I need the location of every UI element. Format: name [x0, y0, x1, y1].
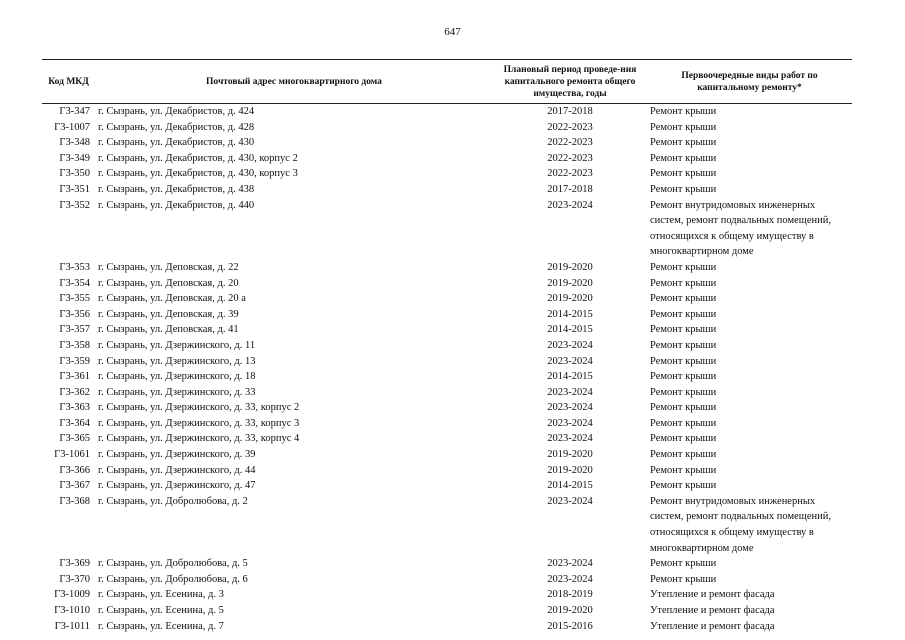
table-row — [42, 198, 852, 260]
table-header — [42, 60, 852, 104]
row-code: Г3-358 — [59, 339, 90, 351]
row-works: Ремонт крыши — [650, 106, 717, 117]
row-period: 2022-2023 — [547, 121, 593, 133]
row-period: 2023-2024 — [547, 355, 593, 367]
row-works: Ремонт крыши — [650, 573, 717, 585]
row-period: 2023-2024 — [547, 573, 593, 585]
table-row — [42, 120, 852, 136]
row-works: Ремонт крыши — [650, 558, 717, 570]
table-row — [42, 322, 852, 338]
row-works: Утепление и ремонт фасада — [650, 605, 775, 616]
table-row — [42, 307, 852, 323]
row-period: 2023-2024 — [547, 495, 593, 507]
table-row — [42, 385, 852, 401]
row-works: Ремонт крыши — [650, 355, 717, 367]
row-works: Ремонт крыши — [650, 152, 717, 164]
row-address: г. Сызрань, ул. Дзержинского, д. 47 — [98, 480, 256, 492]
row-code: Г3-1007 — [54, 121, 90, 133]
row-address: г. Сызрань, ул. Дзержинского, д. 13 — [98, 355, 256, 367]
row-code: Г3-355 — [59, 293, 90, 305]
row-period: 2019-2020 — [547, 605, 593, 616]
row-code: Г3-1009 — [54, 589, 90, 601]
row-works: Ремонт крыши — [650, 168, 717, 180]
row-address: г. Сызрань, ул. Декабристов, д. 424 — [98, 106, 255, 117]
row-period: 2022-2023 — [547, 137, 593, 149]
row-address: г. Сызрань, ул. Декабристов, д. 430, корпус 2 — [98, 152, 298, 164]
table-row — [42, 338, 852, 354]
row-period: 2019-2020 — [547, 464, 593, 476]
row-period: 2022-2023 — [547, 152, 593, 164]
row-address: г. Сызрань, ул. Есенина, д. 7 — [98, 620, 224, 632]
row-address: г. Сызрань, ул. Дзержинского, д. 33, корпус 2 — [98, 402, 300, 414]
row-code: Г3-1061 — [54, 449, 90, 461]
row-address: г. Сызрань, ул. Деповская, д. 20 — [98, 277, 239, 289]
row-code: Г3-353 — [59, 261, 90, 273]
table-body — [42, 104, 852, 635]
row-address: г. Сызрань, ул. Дзержинского, д. 39 — [98, 449, 256, 461]
row-period: 2014-2015 — [547, 480, 593, 492]
table-row — [42, 354, 852, 370]
table-row — [42, 431, 852, 447]
row-period: 2015-2016 — [547, 620, 593, 632]
row-address: г. Сызрань, ул. Декабристов, д. 428 — [98, 121, 255, 133]
row-works: Ремонт крыши — [650, 183, 717, 195]
page-number: 647 — [444, 26, 461, 38]
row-address: г. Сызрань, ул. Деповская, д. 22 — [98, 261, 239, 273]
table-row — [42, 416, 852, 432]
row-code: Г3-348 — [59, 137, 90, 149]
row-code: Г3-350 — [59, 168, 90, 180]
row-address: г. Сызрань, ул. Дзержинского, д. 33, корпус 4 — [98, 433, 300, 445]
row-address: г. Сызрань, ул. Добролюбова, д. 2 — [98, 495, 248, 507]
row-works: Ремонт крыши — [650, 464, 717, 476]
row-address: г. Сызрань, ул. Декабристов, д. 440 — [98, 199, 255, 211]
table-row — [42, 182, 852, 198]
row-works: Ремонт крыши — [650, 417, 717, 429]
row-works: Ремонт крыши — [650, 371, 717, 383]
row-code: Г3-347 — [59, 106, 90, 117]
row-code: Г3-361 — [59, 371, 90, 383]
row-code: Г3-351 — [59, 183, 90, 195]
row-period: 2019-2020 — [547, 277, 593, 289]
row-works: Ремонт крыши — [650, 449, 717, 461]
table-row — [42, 135, 852, 151]
row-code: Г3-369 — [59, 558, 90, 570]
table-row — [42, 400, 852, 416]
row-works: Ремонт крыши — [650, 339, 717, 351]
row-period: 2022-2023 — [547, 168, 593, 180]
row-period: 2017-2018 — [547, 106, 593, 117]
row-period: 2023-2024 — [547, 339, 593, 351]
row-code: Г3-370 — [59, 573, 90, 585]
row-address: г. Сызрань, ул. Дзержинского, д. 44 — [98, 464, 256, 476]
row-works: Ремонт крыши — [650, 121, 717, 133]
row-period: 2019-2020 — [547, 293, 593, 305]
row-period: 2023-2024 — [547, 199, 593, 211]
row-works: Ремонт крыши — [650, 324, 717, 336]
table-row — [42, 260, 852, 276]
row-period: 2019-2020 — [547, 261, 593, 273]
table-row — [42, 151, 852, 167]
row-code: Г3-363 — [59, 402, 90, 414]
table-row — [42, 587, 852, 603]
row-address: г. Сызрань, ул. Дзержинского, д. 33 — [98, 386, 256, 398]
row-code: Г3-357 — [59, 324, 90, 336]
row-code: Г3-349 — [59, 152, 90, 164]
row-address: г. Сызрань, ул. Добролюбова, д. 5 — [98, 558, 248, 570]
row-period: 2023-2024 — [547, 417, 593, 429]
table-row — [42, 494, 852, 556]
row-code: Г3-368 — [59, 495, 90, 507]
row-code: Г3-365 — [59, 433, 90, 445]
table-row — [42, 166, 852, 182]
row-works: Ремонт крыши — [650, 277, 717, 289]
row-address: г. Сызрань, ул. Есенина, д. 3 — [98, 589, 224, 601]
header-row — [42, 60, 852, 104]
row-period: 2019-2020 — [547, 449, 593, 461]
row-address: г. Сызрань, ул. Добролюбова, д. 6 — [98, 573, 248, 585]
row-works: Ремонт крыши — [650, 261, 717, 273]
table-row — [42, 603, 852, 619]
row-code: Г3-366 — [59, 464, 90, 476]
row-address: г. Сызрань, ул. Деповская, д. 39 — [98, 308, 239, 320]
table-row — [42, 369, 852, 385]
header-code: Код МКД — [42, 60, 95, 104]
table-row — [42, 478, 852, 494]
row-address: г. Сызрань, ул. Дзержинского, д. 18 — [98, 371, 256, 383]
row-period: 2014-2015 — [547, 371, 593, 383]
row-works: Ремонт внутридомовых инженерных систем, ремонт подвальных помещений, относящихся к общему имуществу в многоквартирном доме — [650, 495, 831, 554]
row-address: г. Сызрань, ул. Декабристов, д. 430 — [98, 137, 255, 149]
header-address: Почтовый адрес многоквартирного дома — [95, 60, 493, 104]
row-works: Ремонт крыши — [650, 137, 717, 149]
row-works: Утепление и ремонт фасада — [650, 620, 775, 632]
row-works: Утепление и ремонт фасада — [650, 589, 775, 601]
row-works: Ремонт крыши — [650, 433, 717, 445]
row-period: 2023-2024 — [547, 558, 593, 570]
row-code: Г3-1010 — [54, 605, 90, 616]
row-code: Г3-364 — [59, 417, 90, 429]
row-works: Ремонт крыши — [650, 480, 717, 492]
row-code: Г3-352 — [59, 199, 90, 211]
row-address: г. Сызрань, ул. Декабристов, д. 430, корпус 3 — [98, 168, 298, 180]
repair-schedule-table — [42, 59, 852, 634]
row-works: Ремонт крыши — [650, 386, 717, 398]
row-code: Г3-359 — [59, 355, 90, 367]
row-code: Г3-1011 — [54, 620, 90, 632]
row-works: Ремонт крыши — [650, 308, 717, 320]
row-period: 2023-2024 — [547, 402, 593, 414]
row-address: г. Сызрань, ул. Деповская, д. 20 а — [98, 293, 246, 305]
row-period: 2014-2015 — [547, 324, 593, 336]
table-row — [42, 619, 852, 635]
header-period: Плановый период проведе-ния капитального ремонта общего имущества, годы — [493, 60, 647, 104]
row-period: 2023-2024 — [547, 433, 593, 445]
row-code: Г3-356 — [59, 308, 90, 320]
row-address: г. Сызрань, ул. Деповская, д. 41 — [98, 324, 239, 336]
table-row — [42, 104, 852, 120]
row-works: Ремонт крыши — [650, 402, 717, 414]
table-row — [42, 556, 852, 572]
table-row — [42, 463, 852, 479]
row-works: Ремонт крыши — [650, 293, 717, 305]
table-row — [42, 276, 852, 292]
row-code: Г3-367 — [59, 480, 90, 492]
row-code: Г3-354 — [59, 277, 90, 289]
row-address: г. Сызрань, ул. Дзержинского, д. 11 — [98, 339, 256, 351]
row-works: Ремонт внутридомовых инженерных систем, ремонт подвальных помещений, относящихся к общему имуществу в многоквартирном доме — [650, 199, 831, 258]
row-address: г. Сызрань, ул. Есенина, д. 5 — [98, 605, 224, 616]
row-period: 2017-2018 — [547, 183, 593, 195]
table-row — [42, 572, 852, 588]
table-row — [42, 447, 852, 463]
row-address: г. Сызрань, ул. Дзержинского, д. 33, корпус 3 — [98, 417, 300, 429]
table-row — [42, 291, 852, 307]
row-address: г. Сызрань, ул. Декабристов, д. 438 — [98, 183, 255, 195]
row-period: 2014-2015 — [547, 308, 593, 320]
header-works: Первоочередные виды работ по капитальному ремонту* — [647, 60, 852, 104]
row-code: Г3-362 — [59, 386, 90, 398]
row-period: 2018-2019 — [547, 589, 593, 601]
row-period: 2023-2024 — [547, 386, 593, 398]
